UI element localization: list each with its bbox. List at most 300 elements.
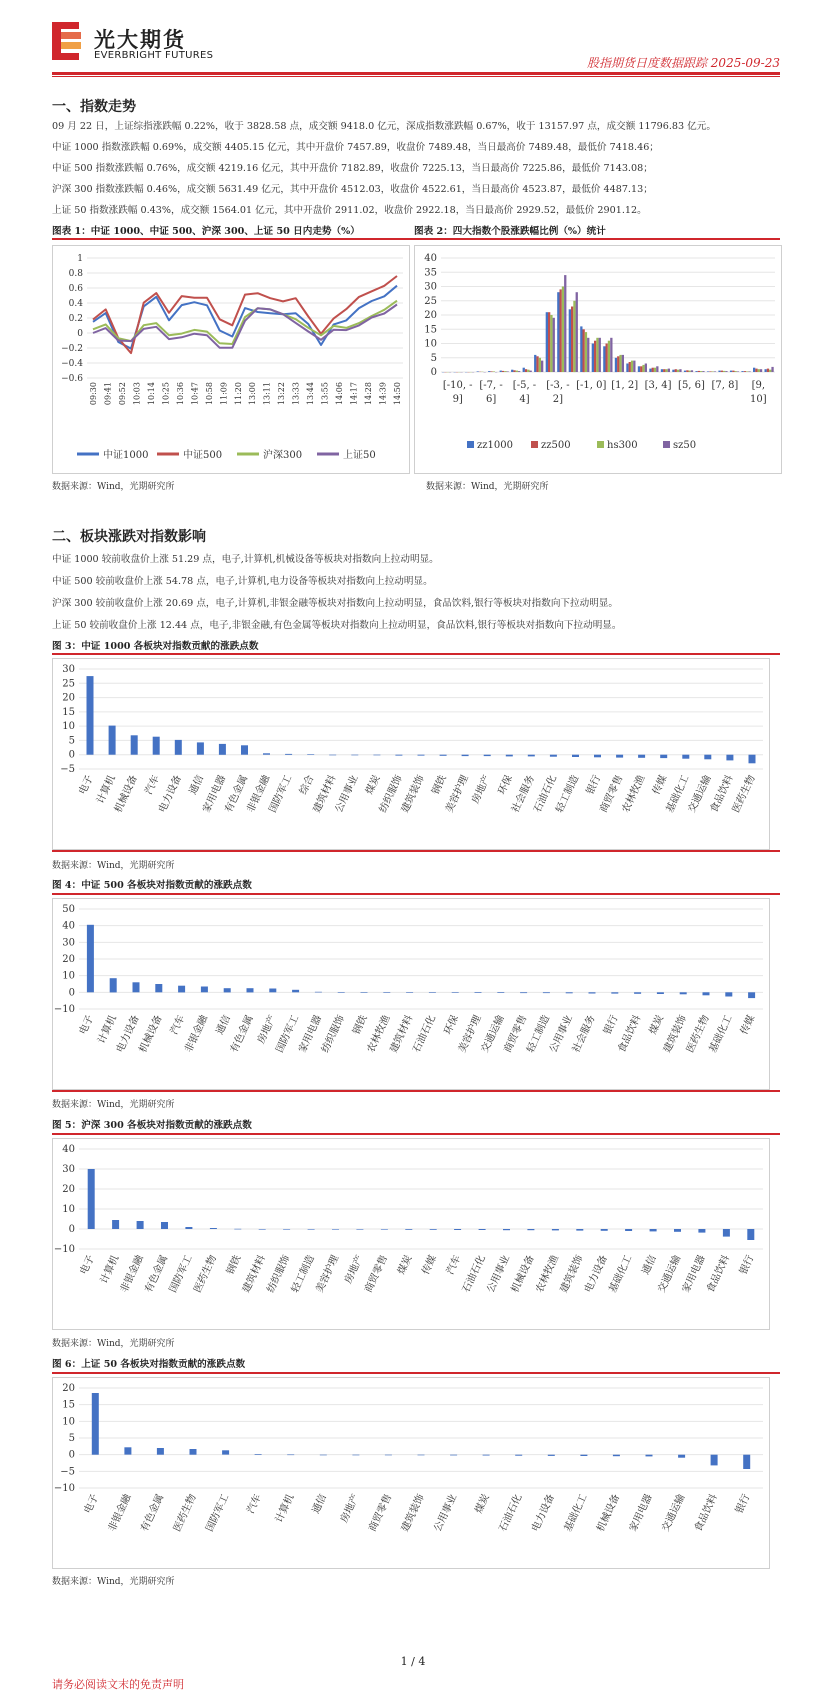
category-label: 钢铁 (430, 773, 449, 797)
bar (534, 355, 536, 372)
y-tick-label: −10 (53, 1244, 75, 1255)
bar (338, 992, 345, 993)
bar (566, 992, 573, 993)
category-label: 煤炭 (473, 1492, 492, 1516)
bar (287, 1455, 294, 1456)
y-tick-label: 50 (62, 904, 75, 915)
y-tick-label: 20 (424, 310, 437, 321)
category-label: 国防军工 (274, 1013, 302, 1055)
bar (112, 1220, 119, 1229)
brand-name-cn: 光大期货 (94, 28, 186, 52)
x-tick-label: 14:06 (335, 382, 345, 406)
category-label: 基础化工 (664, 773, 692, 815)
data-source-note: 数据来源：Wind，光期研究所 (52, 1339, 175, 1349)
bar (594, 341, 596, 372)
bar (702, 371, 704, 372)
bar (454, 1229, 461, 1230)
bar (741, 371, 743, 372)
category-label: 交通运输 (686, 773, 714, 815)
y-tick-label: 25 (62, 678, 75, 690)
bar (539, 358, 541, 372)
category-label: 石油石化 (497, 1492, 525, 1534)
category-label: 交通运输 (656, 1253, 684, 1295)
category-label: 有色金属 (223, 773, 251, 815)
y-tick-label: 15 (62, 1399, 75, 1411)
bar (596, 338, 598, 372)
bar (92, 1393, 99, 1455)
bar (405, 1229, 412, 1230)
bar (315, 992, 322, 993)
bar (406, 992, 413, 993)
bar (682, 755, 689, 759)
page-number: 1 / 4 (400, 1655, 426, 1668)
section-title-index-trend: 一、指数走势 (52, 99, 136, 115)
category-label: 家用电器 (297, 1013, 325, 1055)
header-divider (52, 72, 780, 75)
data-source-note: 数据来源：Wind，光期研究所 (426, 482, 549, 492)
bar (572, 755, 579, 757)
category-label: 纺织服饰 (377, 773, 405, 815)
category-label: [7, 8] (711, 380, 739, 391)
bar (109, 726, 116, 755)
bar (755, 369, 757, 372)
summary-paragraph: 09 月 22 日，上证综指涨跌幅 0.22%，收于 3828.58 点，成交额 9418.0 亿元，深成指数涨跌幅 0.67%，收于 13157.97 点，成交额 11796.83 亿元。 (52, 121, 716, 132)
category-label: 机械设备 (137, 1013, 165, 1055)
bar (606, 344, 608, 373)
bar (735, 371, 737, 372)
figure-divider (52, 1090, 780, 1092)
bar (418, 755, 425, 756)
section-title-sector-impact: 二、板块涨跌对指数影响 (52, 529, 206, 545)
category-label: [9, (751, 380, 766, 391)
figure-4-caption: 图 4：中证 500 各板块对指数贡献的涨跌点数 (52, 880, 252, 891)
category-label: 房地产 (338, 1492, 362, 1525)
category-label: 汽车 (245, 1492, 264, 1516)
sector-paragraph: 中证 500 较前收盘价上涨 54.78 点，电子,计算机,电力设备等板块对指数向上拉动明显。 (52, 576, 433, 587)
category-label: [-5, - (512, 380, 537, 391)
bar (520, 992, 527, 993)
bar (748, 371, 750, 372)
summary-paragraph: 沪深 300 指数涨跌幅 0.46%，成交额 5631.49 亿元，其中开盘价 4512.03，收盘价 4522.61，当日最高价 4523.87，最低价 4487.13； (52, 184, 653, 195)
bar (507, 371, 509, 372)
category-label: 社会服务 (570, 1013, 598, 1055)
bar (583, 329, 585, 372)
bar (771, 367, 773, 372)
data-source-note: 数据来源：Wind，光期研究所 (52, 482, 175, 492)
bar (525, 369, 527, 372)
x-tick-label: 11:09 (219, 382, 229, 406)
sector-paragraph: 沪深 300 较前收盘价上涨 20.69 点，电子,计算机,非银金融等板块对指数向上拉动明显，食品饮料,银行等板块对指数向下拉动明显。 (52, 598, 618, 609)
category-label: 食品饮料 (616, 1013, 644, 1055)
category-label: 计算机 (273, 1492, 297, 1525)
bar (749, 755, 756, 764)
bar (523, 368, 525, 372)
bar (765, 369, 767, 372)
category-label: 通信 (640, 1253, 659, 1277)
bar (703, 992, 710, 995)
bar (418, 1455, 425, 1456)
category-label: 汽车 (444, 1253, 464, 1277)
bar (383, 992, 390, 993)
distribution-bar-chart-box (414, 245, 782, 474)
zz500-sector-box (52, 898, 770, 1090)
category-label: [-10, - (442, 380, 473, 391)
x-tick-label: 09:52 (117, 382, 127, 406)
bar (743, 1455, 750, 1469)
category-label: 农林牧渔 (365, 1013, 393, 1055)
bar (748, 992, 755, 998)
bar (560, 289, 562, 372)
figure-5-caption: 图 5：沪深 300 各板块对指数贡献的涨跌点数 (52, 1120, 252, 1131)
category-label: 公用事业 (548, 1013, 575, 1055)
bar (201, 987, 208, 993)
zz1000-sector-box (52, 658, 770, 850)
bar (592, 344, 594, 373)
bar (493, 371, 495, 372)
category-label: 交通运输 (479, 1013, 507, 1055)
category-label: 电力设备 (530, 1492, 558, 1534)
bar (490, 371, 492, 372)
bar (395, 755, 402, 756)
bar (153, 737, 160, 755)
bar (691, 370, 693, 372)
sz50-sector-chart (53, 1378, 769, 1568)
brand-logo-icon (52, 22, 82, 60)
bar (527, 370, 529, 372)
category-label: 石油石化 (411, 1013, 439, 1055)
bar (649, 369, 651, 372)
bar (259, 1229, 266, 1230)
bar (528, 755, 535, 757)
bar (744, 371, 746, 372)
bar (704, 755, 711, 760)
data-source-note: 数据来源：Wind，光期研究所 (52, 1577, 175, 1587)
bar (500, 371, 502, 372)
category-label: 基础化工 (707, 1013, 735, 1055)
bar (224, 988, 231, 992)
figure-divider (52, 653, 780, 655)
y-tick-label: 15 (424, 324, 437, 336)
bar (133, 982, 140, 992)
category-label: 6] (485, 394, 497, 405)
y-tick-label: 40 (62, 920, 75, 932)
category-label: 电子 (77, 1013, 97, 1037)
y-tick-label: 0.2 (68, 314, 83, 324)
y-tick-label: −10 (53, 1004, 75, 1015)
category-label: 国防军工 (167, 1253, 195, 1295)
category-label: 银行 (738, 1253, 757, 1277)
x-tick-label: 14:50 (393, 382, 402, 406)
legend-label: 中证500 (183, 450, 223, 461)
category-label: 银行 (734, 1492, 753, 1516)
bar (155, 984, 162, 992)
category-label: 建筑装饰 (558, 1253, 586, 1295)
y-tick-label: 5 (68, 1433, 75, 1444)
bar (210, 1228, 217, 1229)
figure-divider (52, 1133, 780, 1135)
category-label: 食品饮料 (705, 1253, 733, 1295)
bar (477, 371, 479, 372)
sector-paragraph: 上证 50 较前收盘价上涨 12.44 点，电子,非银金融,有色金属等板块对指数向上拉动明显，食品饮料,银行等板块对指数向下拉动明显。 (52, 620, 622, 631)
category-label: 建筑材料 (311, 773, 339, 815)
category-label: 电力设备 (114, 1013, 142, 1055)
bar (737, 371, 739, 372)
bar (580, 1455, 587, 1456)
bar (550, 755, 557, 757)
bar (263, 753, 270, 754)
bar (695, 371, 697, 372)
category-label: 美容护理 (314, 1253, 342, 1295)
category-label: 电力设备 (583, 1253, 610, 1295)
report-title: 股指期货日度数据跟踪 2025-09-23 (586, 56, 780, 70)
y-tick-label: 0 (68, 1449, 75, 1461)
bar (576, 292, 578, 372)
bar (603, 346, 605, 372)
bar (329, 755, 336, 756)
figure-divider (52, 1372, 780, 1374)
distribution-bar-chart (415, 246, 781, 473)
bar (640, 366, 642, 372)
x-tick-label: 09:30 (89, 382, 98, 406)
y-tick-label: 0.4 (68, 299, 83, 309)
bar (652, 368, 654, 372)
bar (732, 371, 734, 372)
y-tick-label: −5 (60, 764, 75, 775)
y-tick-label: 20 (62, 1383, 75, 1394)
category-label: 9] (452, 394, 463, 405)
bar (550, 315, 552, 372)
category-label: 机械设备 (113, 773, 140, 815)
category-label: 基础化工 (607, 1253, 635, 1295)
category-label: 美容护理 (443, 773, 471, 815)
bar (536, 356, 538, 372)
figure-1-caption: 图表 1：中证 1000、中证 500、沪深 300、上证 50 日内走势（%） (52, 226, 360, 237)
category-label: 煤炭 (396, 1253, 415, 1277)
bar (769, 370, 771, 372)
legend-label: sz50 (673, 440, 697, 451)
y-tick-label: 10 (62, 1204, 75, 1215)
category-label: 房地产 (255, 1013, 279, 1046)
bar (285, 754, 292, 755)
figure-3-caption: 图 3：中证 1000 各板块对指数贡献的涨跌点数 (52, 641, 259, 652)
figure-divider (52, 893, 780, 895)
bar (484, 755, 491, 756)
category-label: 计算机 (95, 773, 118, 806)
bar (587, 338, 589, 372)
bar (747, 1229, 754, 1240)
y-tick-label: −5 (60, 1466, 75, 1478)
bar (131, 735, 138, 754)
category-label: 家用电器 (627, 1492, 655, 1534)
category-label: 房地产 (470, 773, 493, 806)
figure-6-caption: 图 6：上证 50 各板块对指数贡献的涨跌点数 (52, 1359, 246, 1370)
x-tick-label: 13:11 (262, 382, 272, 406)
category-label: 轻工制造 (554, 773, 582, 815)
bar (626, 364, 628, 373)
bar (569, 309, 571, 372)
bar (516, 371, 518, 372)
bar (634, 992, 641, 994)
zz1000-sector-chart (53, 659, 769, 849)
bar (753, 368, 755, 372)
y-tick-label: −0.6 (61, 374, 83, 384)
x-tick-label: 10:36 (175, 382, 185, 406)
sector-paragraph: 中证 1000 较前收盘价上涨 51.29 点，电子,计算机,机械设备等板块对指数向上拉动明显。 (52, 554, 439, 565)
y-tick-label: −0.2 (61, 344, 83, 354)
category-label: 医药生物 (684, 1013, 712, 1055)
bar (124, 1447, 131, 1454)
y-tick-label: 20 (62, 1184, 75, 1195)
bar (615, 358, 617, 372)
legend-swatch (597, 441, 604, 448)
x-tick-label: 10:47 (190, 382, 200, 406)
bar (530, 371, 532, 372)
category-label: 商贸零售 (598, 773, 626, 815)
bar (576, 1229, 583, 1231)
bar (332, 1229, 339, 1230)
category-label: 医药生物 (730, 773, 758, 815)
x-tick-label: 10:58 (204, 382, 214, 406)
bar (660, 755, 667, 758)
bar (718, 371, 720, 372)
bar (504, 371, 506, 372)
category-label: 传媒 (420, 1253, 439, 1277)
bar (137, 1221, 144, 1229)
category-label: [-1, 0] (576, 380, 607, 391)
category-label: 国防军工 (267, 773, 295, 815)
bar (589, 992, 596, 993)
bar (527, 1229, 534, 1230)
category-label: [-7, - (479, 380, 503, 391)
bar (622, 355, 624, 372)
bar (585, 332, 587, 372)
bar (308, 1229, 315, 1230)
y-tick-label: 15 (62, 706, 75, 718)
category-label: 建筑装饰 (399, 773, 427, 815)
bar (599, 338, 601, 372)
category-label: 机械设备 (509, 1253, 537, 1295)
bar (548, 1455, 555, 1456)
legend-swatch (467, 441, 474, 448)
category-label: 机械设备 (595, 1492, 623, 1534)
bar (619, 355, 621, 372)
category-label: 非银金融 (183, 1013, 211, 1055)
bar (511, 370, 513, 372)
category-label: 通信 (214, 1013, 233, 1037)
bar (552, 1229, 559, 1230)
bar (381, 1229, 388, 1230)
bar (700, 371, 702, 372)
bar (247, 988, 254, 992)
category-label: 非银金融 (106, 1492, 134, 1534)
x-tick-label: 14:28 (364, 382, 374, 406)
category-label: 食品饮料 (692, 1492, 720, 1534)
bar (746, 371, 748, 372)
bar (661, 369, 663, 372)
bar (725, 371, 727, 372)
bar (269, 989, 276, 993)
bar (185, 1227, 192, 1229)
bar (686, 370, 688, 372)
bar (543, 992, 550, 993)
bar (663, 369, 665, 372)
bar (721, 371, 723, 372)
category-label: 建筑装饰 (399, 1492, 427, 1534)
data-source-note: 数据来源：Wind，光期研究所 (52, 861, 175, 871)
category-label: 非银金融 (245, 773, 273, 815)
y-tick-label: 10 (424, 338, 437, 350)
y-tick-label: 40 (62, 1144, 75, 1155)
category-label: 建筑材料 (241, 1253, 268, 1295)
bar (479, 1229, 486, 1230)
y-tick-label: 10 (62, 970, 75, 982)
data-source-note: 数据来源：Wind，光期研究所 (52, 1100, 175, 1110)
bar (654, 368, 656, 372)
y-tick-label: −0.4 (61, 359, 83, 369)
bar (594, 755, 601, 758)
y-tick-label: −10 (53, 1483, 75, 1494)
x-tick-label: 14:17 (349, 382, 359, 406)
bar (633, 361, 635, 372)
category-label: 环保 (496, 773, 515, 797)
brand-name-en: EVERBRIGHT FUTURES (94, 50, 214, 61)
category-label: 银行 (602, 1013, 621, 1037)
category-label: 传媒 (738, 1013, 758, 1037)
bar (430, 1229, 437, 1230)
bar (197, 742, 204, 754)
bar (562, 287, 564, 373)
category-label: 非银金融 (118, 1253, 146, 1295)
y-tick-label: 20 (62, 954, 75, 965)
category-label: 医药生物 (171, 1492, 199, 1534)
bar (462, 755, 469, 756)
category-label: 社会服务 (510, 773, 538, 815)
bar (255, 1454, 262, 1455)
bar (475, 992, 482, 993)
category-label: 环保 (442, 1013, 461, 1037)
x-tick-label: 14:39 (378, 382, 388, 406)
y-tick-label: 0.6 (68, 284, 83, 294)
hs300-sector-chart (53, 1139, 769, 1329)
category-label: 建筑材料 (388, 1013, 416, 1055)
header-divider-thin (52, 76, 780, 77)
bar (385, 1455, 392, 1456)
y-tick-label: 30 (62, 1164, 75, 1175)
bar (668, 369, 670, 372)
bar (689, 371, 691, 372)
category-label: 轻工制造 (525, 1013, 553, 1055)
y-tick-label: 0 (77, 329, 83, 339)
category-label: 农林牧渔 (534, 1253, 562, 1295)
category-label: 煤炭 (647, 1013, 667, 1037)
bar (351, 755, 358, 756)
category-label: 商贸零售 (363, 1253, 391, 1295)
y-tick-label: 10 (62, 721, 75, 733)
figure-divider (52, 238, 780, 240)
category-label: 建筑装饰 (662, 1013, 689, 1055)
bar (665, 369, 667, 372)
bar (613, 1455, 620, 1457)
x-tick-label: 13:55 (320, 382, 330, 406)
y-tick-label: 10 (62, 1416, 75, 1428)
bar (497, 992, 504, 993)
bar (730, 371, 732, 372)
bar (573, 301, 575, 372)
category-label: 商贸零售 (502, 1013, 530, 1055)
category-label: 石油石化 (460, 1253, 488, 1295)
bar (657, 992, 664, 994)
intraday-line-chart (53, 246, 409, 473)
